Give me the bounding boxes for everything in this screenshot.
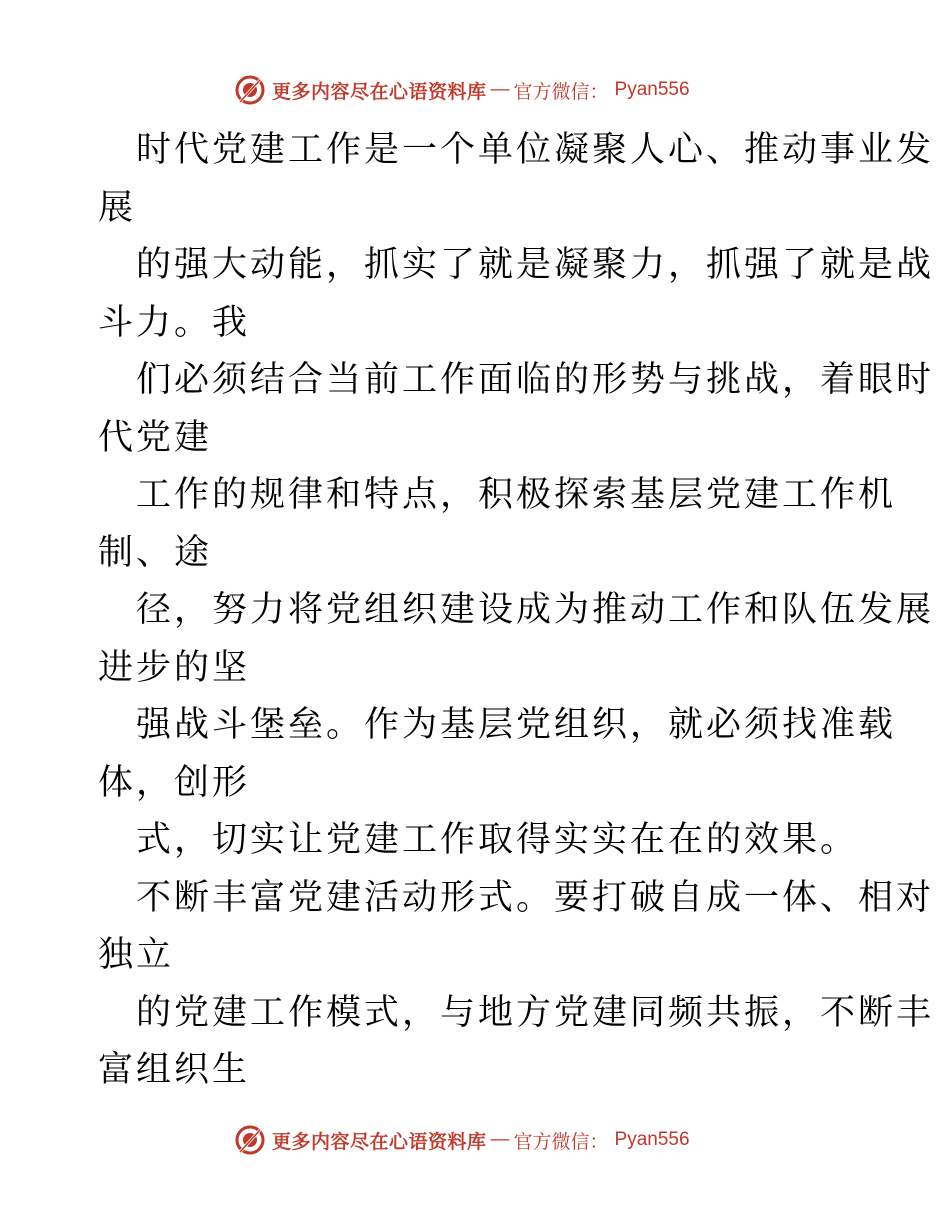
text-line: 独立 <box>98 935 175 975</box>
text-line: 式，切实让党建工作取得实实在在的效果。 <box>136 820 859 860</box>
document-body <box>98 122 935 1100</box>
text-line: 进步的坚 <box>98 647 251 688</box>
text-line: 不断丰富党建活动形式。要打破自成一体、相对 <box>136 877 935 918</box>
watermark-wechat-id: Pyan556 <box>614 79 690 100</box>
text-line: 制、途 <box>98 532 213 573</box>
text-line: 展 <box>98 187 137 228</box>
text-line: 时代党建工作是一个单位凝聚人心、推动事业发 <box>136 130 935 170</box>
text-line: 体，创形 <box>98 762 251 803</box>
text-line: 工作的规律和特点，积极探索基层党建工作机 <box>136 475 897 515</box>
watermark-site-text: 更多内容尽在心语资料库 <box>272 1130 487 1153</box>
text-line: 强战斗堡垒。作为基层党组织，就必须找准载 <box>136 705 897 745</box>
text-line: 们必须结合当前工作面临的形势与挑战，着眼时 <box>136 360 935 400</box>
text-line: 代党建 <box>98 417 213 458</box>
header-watermark <box>234 72 690 108</box>
text-line: 的强大动能，抓实了就是凝聚力，抓强了就是战 <box>136 245 935 285</box>
text-line: 斗力。我 <box>98 302 251 343</box>
watermark-separator: — <box>490 1129 510 1150</box>
quill-logo-icon <box>234 74 266 106</box>
quill-logo-icon <box>234 1124 266 1156</box>
text-line: 径，努力将党组织建设成为推动工作和队伍发展 <box>136 590 935 630</box>
watermark-wechat-id: Pyan556 <box>614 1129 690 1150</box>
watermark-separator: — <box>490 79 510 100</box>
watermark-wechat-label: 官方微信： <box>513 80 609 103</box>
footer-watermark <box>234 1122 690 1158</box>
text-line: 富组织生 <box>98 1050 251 1090</box>
watermark-wechat-label: 官方微信： <box>513 1130 609 1153</box>
text-line: 的党建工作模式，与地方党建同频共振，不断丰 <box>136 992 935 1033</box>
watermark-site-text: 更多内容尽在心语资料库 <box>272 80 487 103</box>
